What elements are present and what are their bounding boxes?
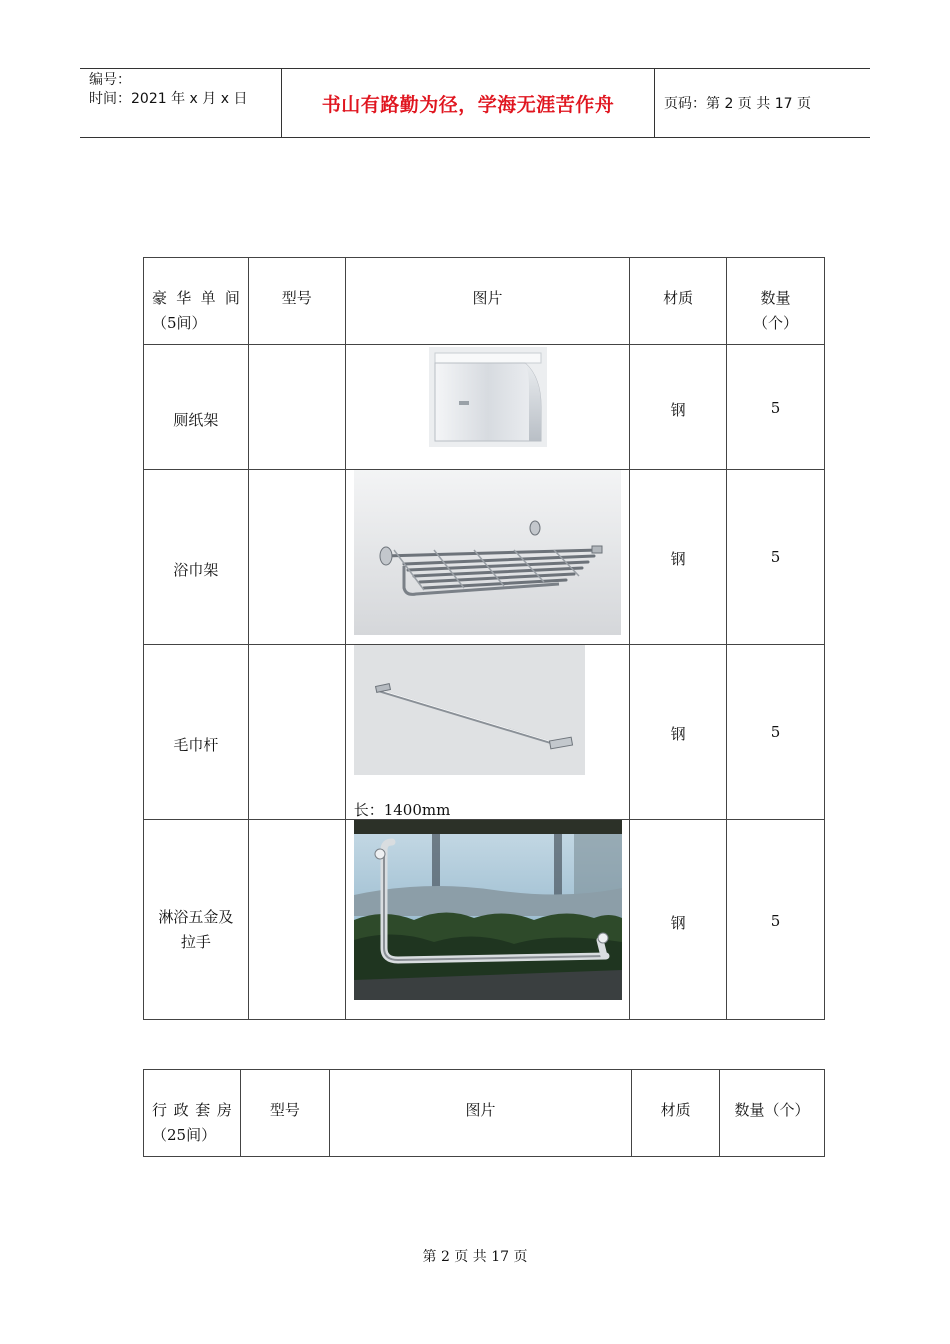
deluxe-room-table	[143, 257, 825, 1020]
item-model	[248, 820, 345, 1020]
header-motto: 书山有路勤为径，学海无涯苦作舟	[281, 69, 655, 137]
item-material: 钢	[630, 645, 727, 820]
header-meta	[80, 69, 280, 137]
towel-bar-length-caption: 长：1400mm	[353, 801, 451, 819]
table-row	[144, 820, 825, 1020]
item-quantity: 5	[727, 345, 825, 470]
header-material: 材质	[630, 258, 727, 345]
item-material: 钢	[630, 470, 727, 645]
item-material: 钢	[630, 345, 727, 470]
table-header-row	[144, 258, 825, 345]
shower-handle-image	[354, 820, 622, 1000]
header-picture: 图片	[329, 1070, 631, 1157]
item-name: 厕纸架	[144, 345, 249, 470]
table-header-row	[144, 1070, 825, 1157]
header-material: 材质	[632, 1070, 720, 1157]
code-label: 编号：	[89, 72, 131, 88]
item-picture	[345, 470, 630, 645]
item-quantity: 5	[727, 470, 825, 645]
header-quantity: 数量（个）	[720, 1070, 825, 1157]
table-row	[144, 470, 825, 645]
item-name: 毛巾杆	[144, 645, 249, 820]
header-model: 型号	[240, 1070, 329, 1157]
towel-bar-image	[354, 645, 585, 775]
item-picture	[345, 645, 630, 820]
table-row	[144, 345, 825, 470]
item-material: 钢	[630, 820, 727, 1020]
item-picture	[345, 820, 630, 1020]
header-picture: 图片	[345, 258, 630, 345]
executive-suite-table	[143, 1069, 825, 1157]
header-room-type: 行政套房 （25间）	[144, 1070, 241, 1157]
header-model: 型号	[248, 258, 345, 345]
header-page-info: 页码：第 2 页 共 17 页	[664, 96, 811, 112]
item-name: 浴巾架	[144, 470, 249, 645]
page-footer: 第 2 页 共 17 页	[422, 1249, 528, 1265]
item-picture	[345, 345, 630, 470]
header-quantity: 数量 （个）	[727, 258, 825, 345]
item-model	[248, 470, 345, 645]
item-quantity: 5	[727, 820, 825, 1020]
header-room-type: 豪华单间 （5间）	[144, 258, 249, 345]
table-row	[144, 645, 825, 820]
time-label: 时间：2021 年 x 月 x 日	[89, 91, 248, 107]
item-name: 淋浴五金及 拉手	[144, 820, 249, 1020]
towel-rack-image	[354, 470, 621, 635]
document-header	[80, 68, 870, 138]
item-model	[248, 345, 345, 470]
toilet-paper-holder-image	[429, 347, 547, 447]
item-quantity: 5	[727, 645, 825, 820]
item-model	[248, 645, 345, 820]
